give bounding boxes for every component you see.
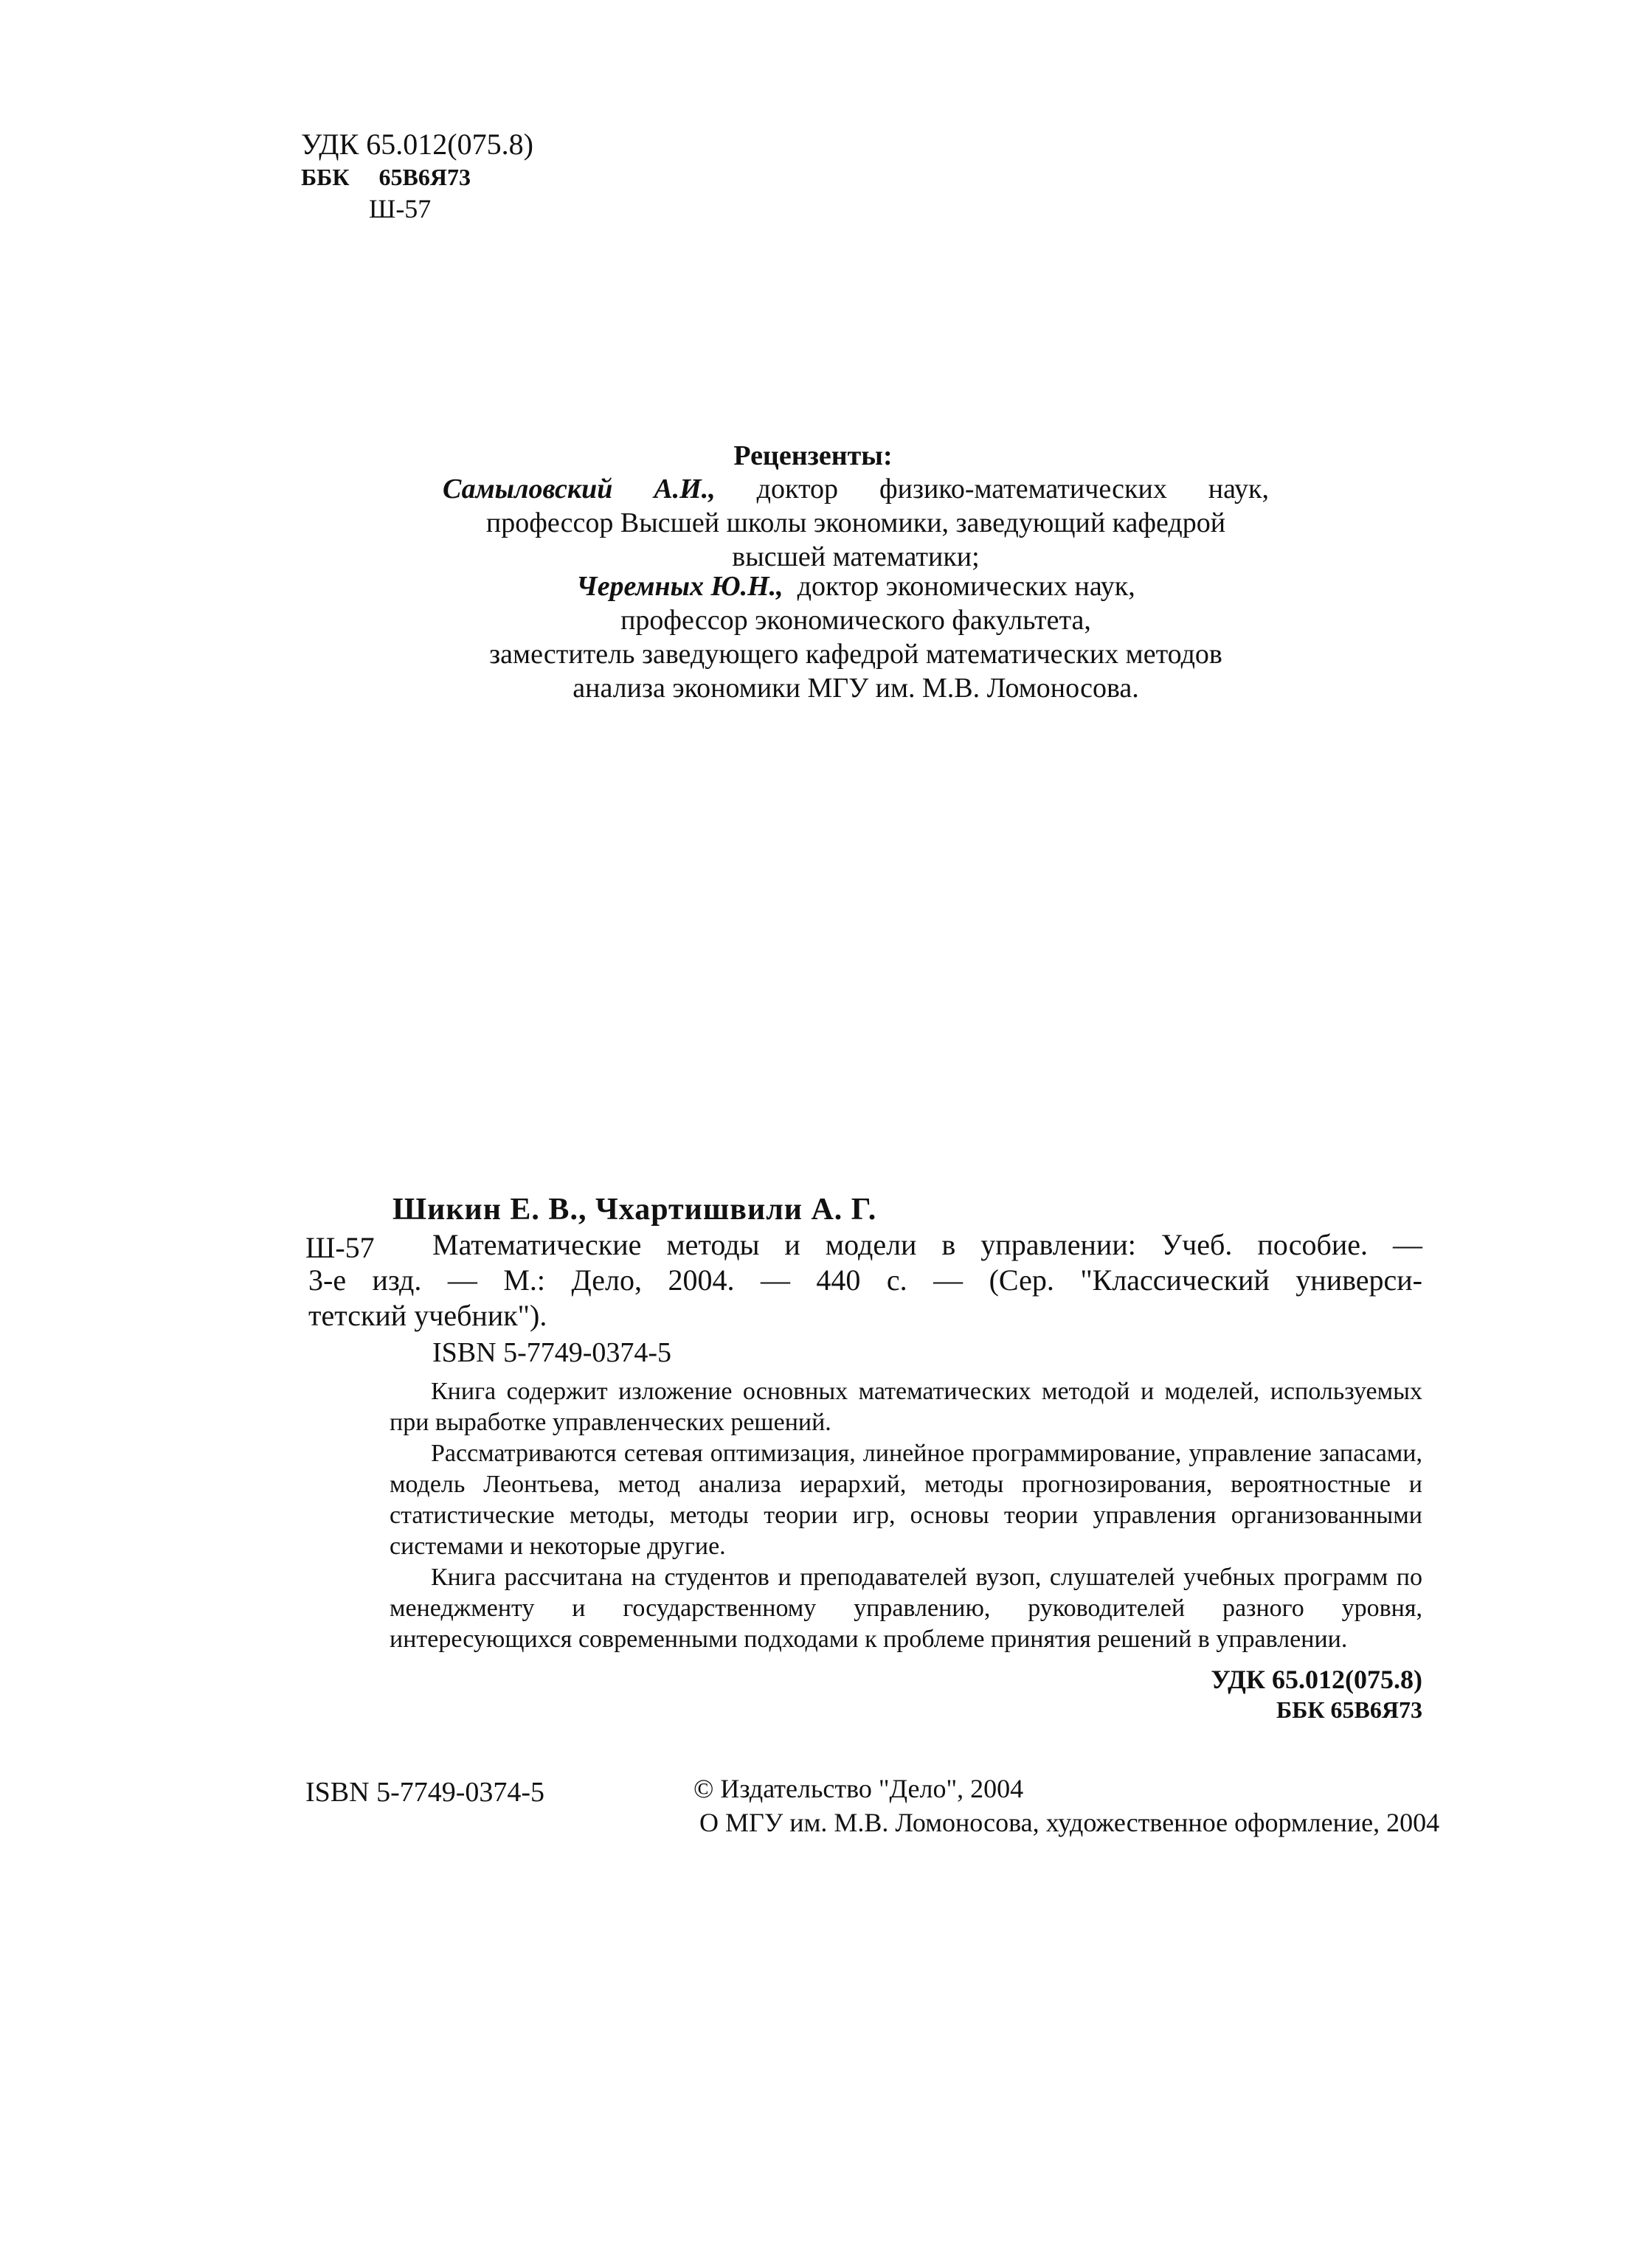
reviewer-1-line-3: высшей математики; (732, 541, 980, 572)
footer-isbn: ISBN 5-7749-0374-5 (305, 1777, 545, 1808)
reviewer-1-line-1: доктор физико-математических наук, (756, 474, 1269, 504)
reviewer-1-first-line (443, 472, 1269, 506)
card-description-line-3: тетский учебник"). (308, 1299, 547, 1332)
card-authors: Шикин Е. В., Чхартишвили А. Г. (392, 1193, 877, 1227)
bbk-value: 65В6Я73 (378, 164, 471, 190)
udk-code: УДК 65.012(075.8) (301, 128, 533, 161)
annotation-paragraph-1: Книга содержит изложение основных математических методой и моделей, используемых при выработке управленческих решений. (390, 1378, 1422, 1436)
copyright-publisher: © Издательство "Дело", 2004 (693, 1774, 1024, 1803)
annotation-paragraph-3: Книга рассчитана на студентов и преподавателей вузоп, слушателей учебных программ по менеджменту и государственному управлению, руководителей разного уровня, интересующихся современными подходами к проблеме принятия решений в управлении. (390, 1564, 1422, 1653)
copyright-design: О МГУ им. М.В. Ломоносова, художественное оформление, 2004 (699, 1808, 1440, 1837)
card-description-line-1: Математические методы и модели в управлении: Учеб. пособие. — (432, 1228, 1422, 1261)
reviewer-2-name: Черемных Ю.Н., (576, 571, 783, 602)
reviewer-2-line-4: анализа экономики МГУ им. М.В. Ломоносова. (572, 673, 1139, 704)
reviewer-1 (443, 472, 1269, 574)
reviewer-2-line-1: доктор экономических наук, (797, 571, 1135, 602)
card-isbn: ISBN 5-7749-0374-5 (432, 1337, 672, 1368)
bbk-code (301, 164, 471, 191)
reviewer-1-name: Самыловский А.И., (443, 474, 716, 504)
bbk-label: ББК (301, 164, 350, 190)
reviewer-2-line-3: заместитель заведующего кафедрой математических методов (489, 639, 1222, 670)
author-code: Ш-57 (369, 194, 432, 223)
annotation (390, 1376, 1422, 1655)
card-description-line-2: 3-е изд. — М.: Дело, 2004. — 440 с. — (Сер. "Классический универси- (308, 1263, 1422, 1297)
reviewer-2-first-line (443, 569, 1269, 603)
reviewers-title: Рецензенты: (733, 440, 893, 471)
card-author-code: Ш-57 (305, 1231, 375, 1264)
annotation-paragraph-2: Рассматриваются сетевая оптимизация, линейное программирование, управление запасами, модель Леонтьева, метод анализа иерархий, методы прогнозирования, вероятностные и статистические методы, методы теории игр, основы теории управления организованными системами и некоторые другие. (390, 1440, 1422, 1560)
reviewer-2-line-2: профессор экономического факультета, (620, 605, 1091, 636)
reviewer-2 (443, 569, 1269, 705)
card-udk: УДК 65.012(075.8) (1211, 1665, 1422, 1694)
reviewer-1-line-2: профессор Высшей школы экономики, заведующий кафедрой (485, 507, 1226, 538)
card-bbk: ББК 65В6Я73 (1276, 1696, 1422, 1723)
